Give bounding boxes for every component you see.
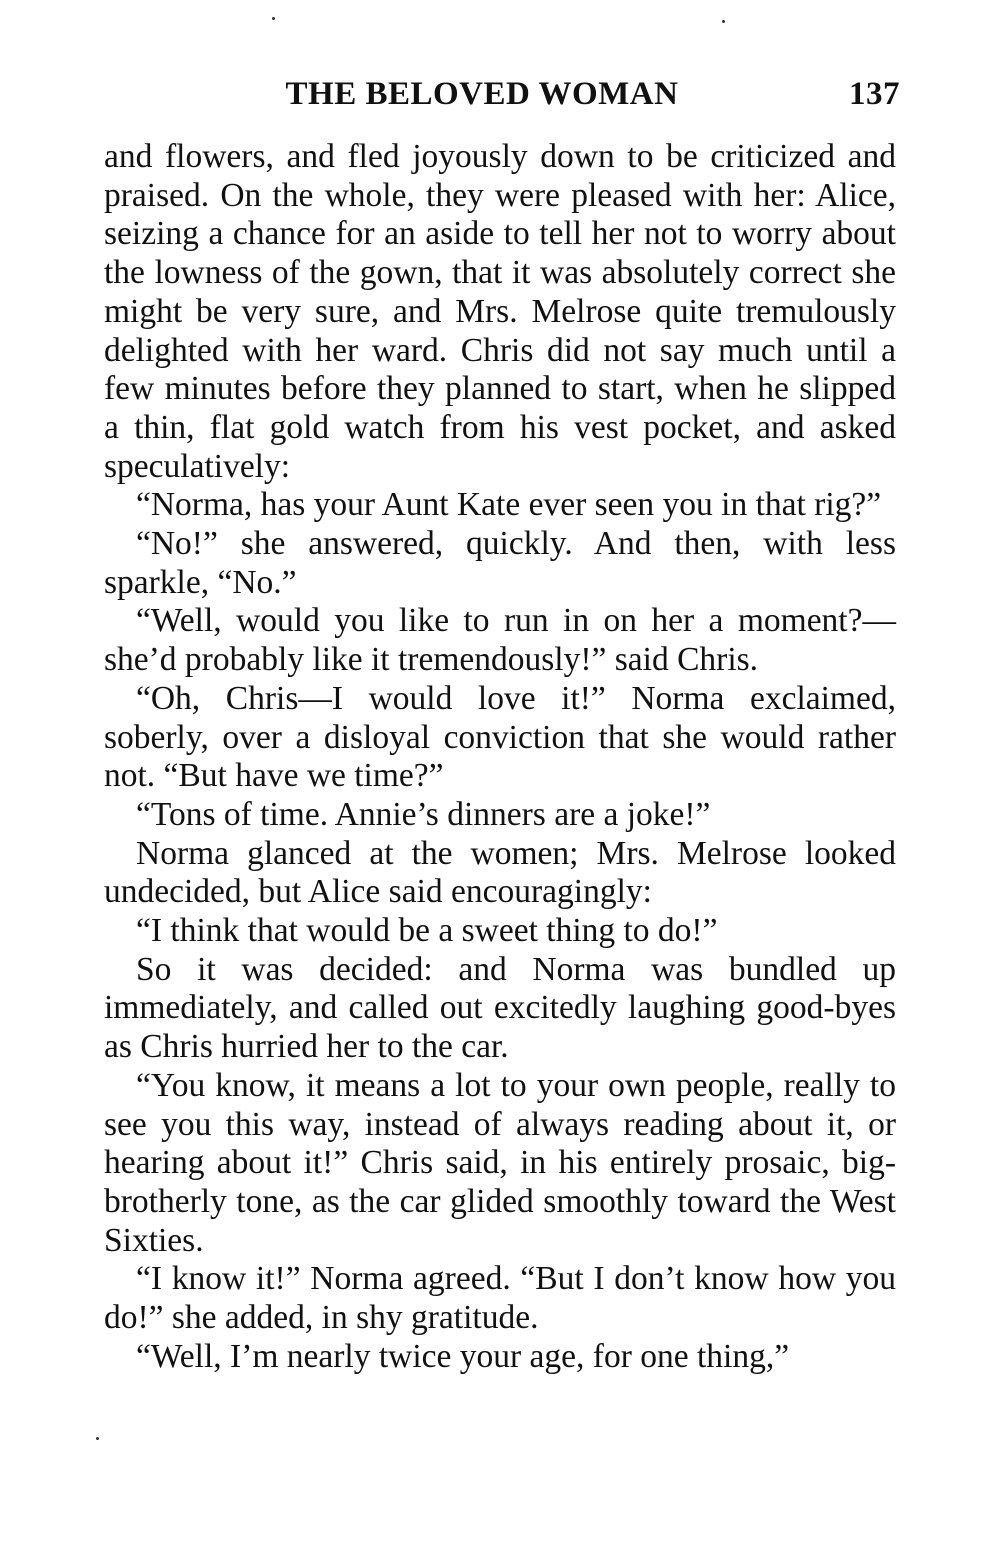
paragraph: “Well, would you like to run in on her a moment?—she’d probably like it tremendously!” said Chris. [104,602,896,679]
scan-speck [96,1437,99,1440]
page-number: 137 [849,76,900,112]
page-header [104,76,900,120]
paragraph: “Norma, has your Aunt Kate ever seen you in that rig?” [136,486,882,524]
paragraph: “Well, I’m nearly twice your age, for one thing,” [136,1337,790,1375]
paragraph: “You know, it means a lot to your own people, really to see you this way, instead of always reading about it, or hearing about it!” Chris said, in his entirely prosaic, big-brotherly tone, as the car glided smoothly toward the West Sixties. [104,1066,896,1259]
paragraph: “Tons of time. Annie’s dinners are a joke!” [136,795,711,833]
paragraph: “No!” she answered, quickly. And then, with less sparkle, “No.” [104,525,896,601]
scan-speck [722,20,725,23]
running-title: THE BELOVED WOMAN [285,76,679,112]
paragraph: Norma glanced at the women; Mrs. Melrose looked undecided, but Alice said encouragingly: [104,834,896,911]
paragraph: and flowers, and fled joyously down to be criticized and praised. On the whole, they were pleased with her: Alice, seizing a chance for an aside to tell her not to worry about the lowness of the gown, that it was absolutely correct she might be very sure, and Mrs. Melrose quite tremulously delighted with her ward. Chris did not say much until a few minutes before they planned to start, when he slipped a thin, flat gold watch from his vest pocket, and asked speculatively: [104,138,896,485]
body-text [104,138,896,1377]
paragraph: “Oh, Chris—I would love it!” Norma exclaimed, soberly, over a disloyal conviction that she would rather not. “But have we time?” [104,679,896,795]
paragraph: So it was decided: and Norma was bundled up immediately, and called out excitedly laughing good-byes as Chris hurried her to the car. [104,950,896,1066]
paragraph: “I think that would be a sweet thing to do!” [136,912,718,950]
paragraph: “I know it!” Norma agreed. “But I don’t know how you do!” she added, in shy gratitude. [104,1260,896,1337]
scan-speck [272,17,275,20]
